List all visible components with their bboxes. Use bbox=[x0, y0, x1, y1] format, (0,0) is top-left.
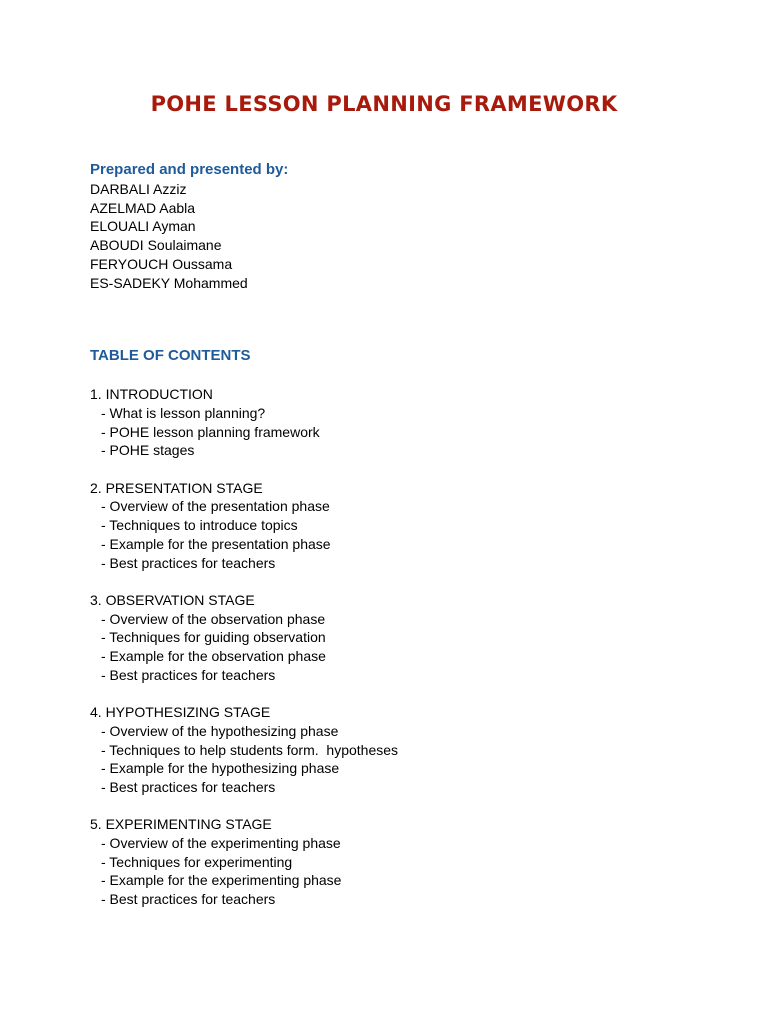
toc-section bbox=[90, 703, 710, 797]
toc-subitem: - Techniques for guiding observation bbox=[101, 629, 326, 646]
author-name: ELOUALI Ayman bbox=[90, 218, 196, 235]
toc-subitem: - POHE lesson planning framework bbox=[101, 423, 320, 440]
prepared-by-label: Prepared and presented by: bbox=[90, 161, 289, 178]
toc-subitem: - Techniques to help students form. hypotheses bbox=[101, 741, 399, 758]
toc-section bbox=[90, 591, 710, 685]
toc-section-title: 2. PRESENTATION STAGE bbox=[90, 479, 263, 496]
toc-section-title: 3. OBSERVATION STAGE bbox=[90, 591, 255, 608]
document-body bbox=[90, 160, 710, 928]
toc-section-title: 5. EXPERIMENTING STAGE bbox=[90, 816, 272, 833]
author-list bbox=[90, 180, 710, 292]
toc-subitem: - Example for the hypothesizing phase bbox=[101, 760, 340, 777]
toc-subitem: - Overview of the hypothesizing phase bbox=[101, 722, 339, 739]
author-name: FERYOUCH Oussama bbox=[90, 255, 233, 272]
toc-subitem: - Best practices for teachers bbox=[101, 666, 276, 683]
author-name: ES-SADEKY Mohammed bbox=[90, 274, 248, 291]
toc-subitem: - Best practices for teachers bbox=[101, 778, 276, 795]
toc-section bbox=[90, 385, 710, 460]
toc-subitem: - Overview of the observation phase bbox=[101, 610, 326, 627]
toc-subitem: - Example for the experimenting phase bbox=[101, 872, 342, 889]
author-name: ABOUDI Soulaimane bbox=[90, 237, 222, 254]
toc-section-title: 4. HYPOTHESIZING STAGE bbox=[90, 704, 271, 721]
toc-subitem: - Best practices for teachers bbox=[101, 891, 276, 908]
toc-subitem: - Best practices for teachers bbox=[101, 554, 276, 571]
document-title: POHE LESSON PLANNING FRAMEWORK bbox=[150, 92, 618, 116]
author-name: DARBALI Azziz bbox=[90, 181, 187, 197]
toc-section-title: 1. INTRODUCTION bbox=[90, 386, 213, 403]
toc-section bbox=[90, 815, 710, 909]
toc-section bbox=[90, 479, 710, 573]
toc-subitem: - Example for the observation phase bbox=[101, 648, 326, 665]
toc-subitem: - Overview of the experimenting phase bbox=[101, 835, 341, 852]
toc-subitem: - Techniques for experimenting bbox=[101, 853, 293, 870]
toc-subitem: - Example for the presentation phase bbox=[101, 535, 331, 552]
toc-subitem: - POHE stages bbox=[101, 442, 195, 459]
toc-subitem: - Techniques to introduce topics bbox=[101, 517, 298, 534]
toc-heading: TABLE OF CONTENTS bbox=[90, 347, 251, 365]
toc-subitem: - What is lesson planning? bbox=[101, 404, 266, 421]
table-of-contents bbox=[90, 385, 710, 909]
author-name: AZELMAD Aabla bbox=[90, 199, 196, 216]
toc-subitem: - Overview of the presentation phase bbox=[101, 498, 330, 515]
